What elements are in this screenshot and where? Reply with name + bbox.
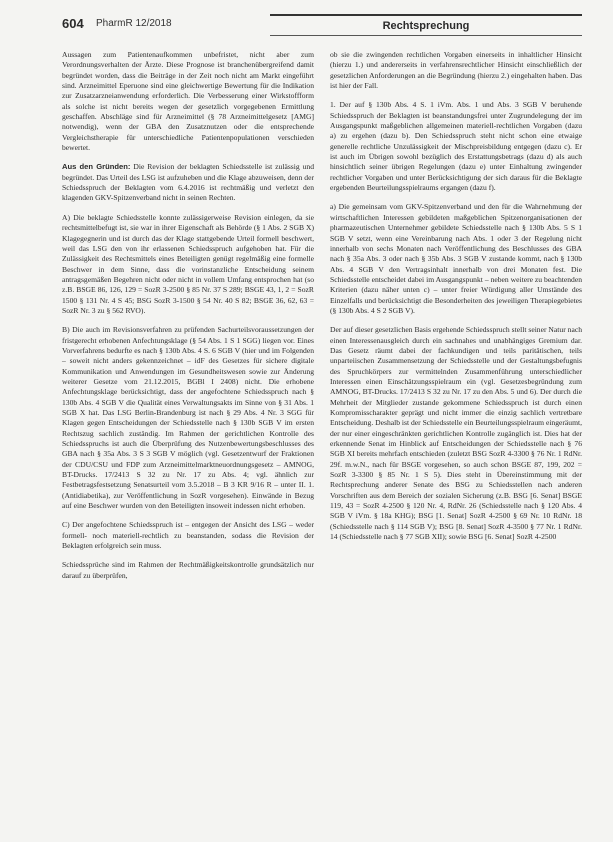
left-paragraph-5: C) Der angefochtene Schiedsspruch ist – entgegen der Ansicht des LSG – weder formell- noch materiell-rechtlich zu beanstanden, sodass die Revision der Beklagten erfolgreich sein muss. [62,520,314,551]
page-number: 604 [62,16,84,31]
right-paragraph-4: Der auf dieser gesetzlichen Basis ergehende Schiedsspruch stellt seiner Natur nach einen Interessenausgleich durch ein sachnahes und unabhängiges Gremium dar. Das Gesetz räumt dabei der fachkundigen und teils paritätischen, teils unparteiischen Zusammensetzung der Schiedsstelle und der Gestaltungsbefugnis des Spruchkörpers zur vermittelnden Zusammenführung unterschiedlicher Interessen einen Einschätzungsspielraum ein (vgl. Gesetzesbegründung zum AMNOG, BT-Drucks. 17/2413 S 32 zu Nr. 17 zu den Abs. 5 und 6). Der durch die Mehrheit der Mitglieder zustande gekommene Schiedsspruch ist durch einen Kompromisscharakter geprägt und nicht immer die einzig sachlich vertretbare Entscheidung. Deshalb ist der Schiedsstelle ein Beurteilungsspielraum eingeräumt, der nur einer eingeschränkten gerichtlichen Kontrolle zugänglich ist. Dies hat der erkennende Senat im Hinblick auf Entscheidungen der Schiedsstelle nach § 76 SGB XI bereits mehrfach entschieden (zuletzt BSG SozR 4-3300 § 76 Nr. 1 RdNr. 29f. m.w.N., nach für BSGE vorgesehen, so auch schon BSGE 87, 199, 202 = SozR 3-3300 § 85 Nr. 1 S 5). Dies steht in Übereinstimmung mit der Rechtsprechung anderer Senate des BSG zu Schiedsstellen nach anderen Vorschriften aus dem Bereich der sozialen Sicherung (z.B. BSG [6. Senat] BSGE 119, 43 = SozR 4-2500 § 120 Nr. 4, RdNr. 26 (Schiedsstelle nach § 120 Abs. 4 SGB V iVm. § 18a KHG); BSG [1. Senat] SozR 4-2500 § 69 Nr. 10 RdNr. 18 (Schiedsstelle nach § 114 SGB V); BSG [8. Senat] SozR 4-3500 § 77 Nr. 1 RdNr. 14 (Schiedsstelle nach § 77 SGB XII); sowie BSG [6. Senat] SozR 4-2500 [330,325,583,542]
right-paragraph-1: ob sie die zwingenden rechtlichen Vorgaben einerseits in inhaltlicher Hinsicht (hierzu 1.) und andererseits in verfahrensrechtlicher Hinsicht einschließlich der gesetzlichen Anforderungen an die Begründung (hierzu 2.) eingehalten haben. Das ist hier der Fall. [330,50,582,91]
left-paragraph-1: Aussagen zum Patientenaufkommen unbefristet, nicht aber zum Verordnungsverhalten der Ärzte. Diese Prognose ist branchenübergreifend damit begründet worden, dass die Beiträge in der Zeit noch nicht am Markt eingeführt sind. Arzneimittel Eperuone sind eine gleichwertige Bewertung für die Indikation zur Zusatzarzneianwendung erforderlich. Die Verbesserung einer Wirkstoffform als solche ist nicht bereits wegen der gesetzlich vorgegebenen Ermittlung geschaffen. Abschläge sind für Arzneimittel (§ 78 Arzneimittelgesetz [AMG] notwendig), wenn der GBA den Zusatznutzen oder die entsprechende Vergleichstherapie für unterschiedliche Patientenpopulationen verschieden bewertet. [62,50,314,153]
right-paragraph-3: a) Die gemeinsam vom GKV-Spitzenverband und den für die Wahrnehmung der wirtschaftlichen Interessen gebildeten maßgeblichen Spitzenorganisationen der pharmazeutischen Unternehmer gebildete Schiedsstelle nach § 130b Abs. 5 S 1 SGB V setzt, wenn eine Vereinbarung nach Abs. 1 oder 3 der Regelung nicht innerhalb von sechs Monaten nach Veröffentlichung des Beschlusses des GBA nach § 35a Abs. 3 oder nach § 35b Abs. 3 SGB V zustande kommt, nach § 130b Abs. 4 SGB V den Vertragsinhalt innerhalb von drei Monaten fest. Die Schiedsstelle entscheidet dabei im Ausgangspunkt – neben weitere zu beachtenden Kriterien (dazu näher unten c) – unter freier Würdigung aller Umstände des Einzelfalls und berücksichtigt die Besonderheiten des jeweiligen Therapiegebietes (§ 130b Abs. 4 S 2 SGB V). [330,202,582,315]
left-paragraph-2 [62,162,314,203]
reasons-heading: Aus den Gründen: [62,162,131,172]
left-paragraph-3: A) Die beklagte Schiedsstelle konnte zulässigerweise Revision einlegen, da sie rechtsmittelbefugt ist, sie war in ihrer Eigenschaft als Behörde (§ 1 Abs. 2 SGB X) Klagegegnerin und ist durch das der Klage stattgebende Urteil formell beschwert, weil das LSG den von ihr erlassenen Schiedsspruch aufgehoben hat. Für die Zulässigkeit des Rechtsmittels eines Beteiligten genügt regelmäßig eine formelle Beschwer in dem Sinne, dass die vorinstanzliche Entscheidung seinem antragsgemäßen Begehren nicht oder nicht in vollem Umfang entsprochen hat (so z.B. BSGE 86, 126, 129 = SozR 3-2500 § 85 Nr. 37 S 289; BSGE 43, 1, 2 = SozR 1500 § 131 Nr. 4 S 45; BSG SozR 3-1500 § 54 Nr. 40 S 82; BSGE 36, 62, 63 = SozR Nr. 3 zu § 562 RVO). [62,212,314,315]
reasons-text: Die Revision der beklagten Schiedsstelle ist zulässig und begründet. Das Urteil des LSG ist aufzuheben und die Klage abzuweisen, denn der Schiedsspruch der Beklagten vom 6.4.2016 ist rechtmäßig und verletzt den klagenden GKV-Spitzenverband nicht in seinen Rechten. [62,162,315,203]
right-paragraph-2: 1. Der auf § 130b Abs. 4 S. 1 iVm. Abs. 1 und Abs. 3 SGB V beruhende Schiedsspruch der Beklagten ist beanstandungsfrei unter Zugrundelegung der im Ausgangspunkt maßgeblichen allgemeinen materiell-rechtlichen Vorgaben (dazu a) zu ergehen (dazu b). Den Schiedsspruch steht nicht schon eine etwaige generelle rechtliche Unzulässigkeit der Mischpreisbildung entgegen (dazu c). Er ist auch im Übrigen sowohl bezüglich des Erstattungsbetrags (dazu d) als auch hinsichtlich seiner übrigen Regelungen (dazu e) unter Einhaltung zwingender rechtlicher Vorgaben und unter Berücksichtigung der sich daraus für die Beklagte ergebenden Beurteilungsspielraums ergangen (dazu f). [330,100,582,193]
page-header [62,14,582,36]
left-column [62,50,314,590]
section-title: Rechtsprechung [382,20,470,32]
section-rubric [270,14,582,36]
rubric-underline [270,35,582,36]
right-column [330,50,582,551]
left-paragraph-4: B) Die auch im Revisionsverfahren zu prüfenden Sachurteilsvoraussetzungen der fristgerecht erhobenen Anfechtungsklage (§ 54 Abs. 1 S 1 SGG) liegen vor. Eines Vorverfahrens bedurfte es nach § 130b Abs. 4 S. 6 SGB V (hier und im Folgenden – soweit nicht anders gekennzeichnet – idF des Gesetzes für sichere digitale Kommunikation und Anwendungen im Gesundheitswesen sowie zur Änderung weiterer Gesetze vom 21.12.2015, BGBl I 2408) nicht. Die erhobene Anfechtungsklage berücksichtigt, dass der angefochtene Schiedsspruch nach § 130b Abs. 4 SGB V die Qualität eines Verwaltungsakts im Sinne von § 31 Abs. 1 SGB X hat. Das LSG Berlin-Brandenburg ist nach § 29 Abs. 4 Nr. 3 SGG für Klagen gegen Entscheidungen der Schiedsstelle nach § 130b SGB V im ersten Rechtszug sachlich zuständig. Im Rahmen der gerichtlichen Kontrolle des Schiedsspruchs ist auch die Überprüfung des Nutzenbewertungsbeschlusses des GBA nach § 35a Abs. 3 S 3 SGB V möglich (vgl. Gesetzentwurf der Fraktionen der CDU/CSU und FDP zum Arzneimittelmarktneuordnungsgesetz – AMNOG, BT-Drucks. 17/2413 S 32 zu Nr. 17 zu Abs. 4; vgl. ähnlich zur Festbetragsfestsetzung Senatsurteil vom 3.5.2018 – B 3 KR 9/16 R – unter II. 1. (Antidiabetika), zur Veröffentlichung in SozR vorgesehen). Einwände in Bezug auf eine Beschwer wurden von den Beteiligten insoweit indessen nicht erhoben. [62,325,314,511]
left-paragraph-6: Schiedssprüche sind im Rahmen der Rechtmäßigkeitskontrolle grundsätzlich nur darauf zu überprüfen, [62,560,314,580]
journal-citation: PharmR 12/2018 [96,18,172,29]
